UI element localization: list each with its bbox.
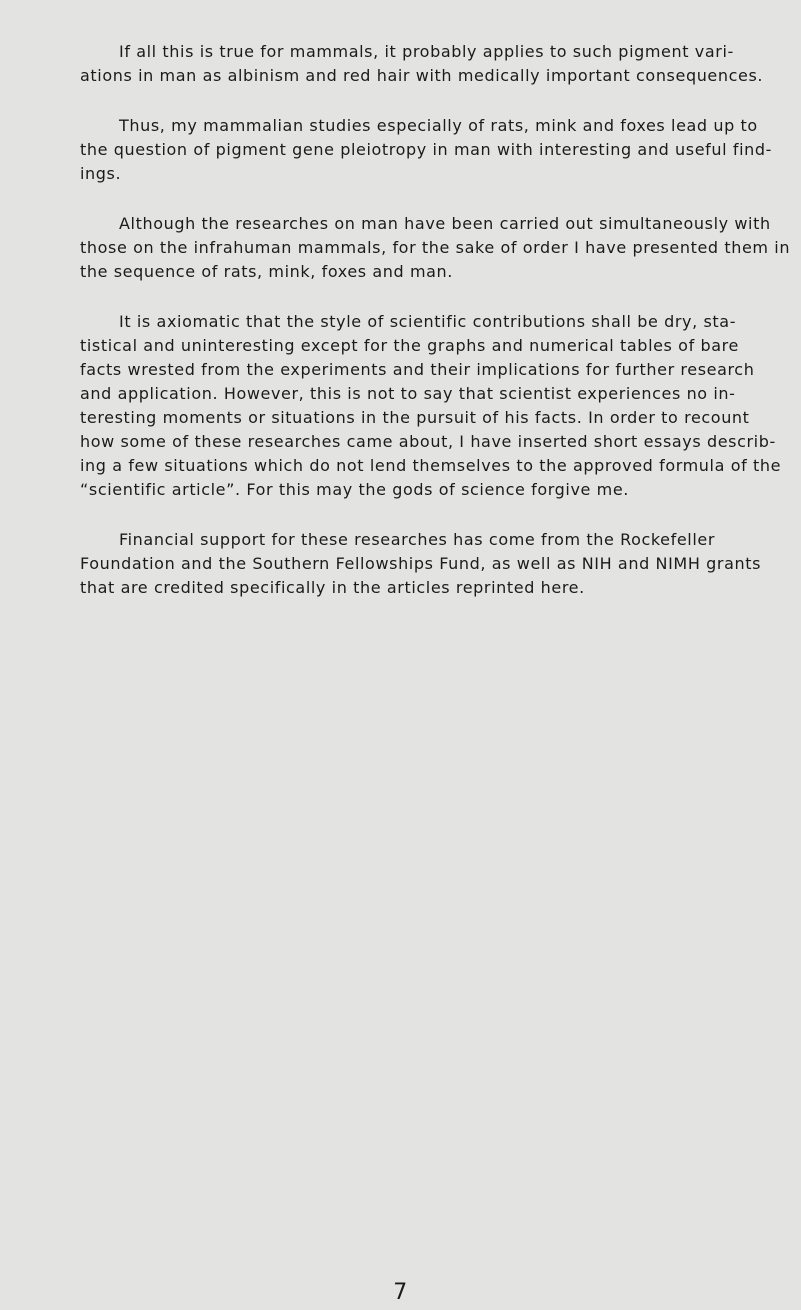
paragraph-order-of-presentation	[80, 212, 791, 284]
text-line: Thus, my mammalian studies especially of rats, mink and foxes lead up to	[119, 116, 758, 135]
text-line: If all this is true for mammals, it probably applies to such pigment vari-	[119, 42, 734, 61]
paragraph-pigment-variations	[80, 40, 778, 88]
body-text	[80, 40, 791, 626]
text-line: Financial support for these researches has come from the Rockefeller	[119, 530, 716, 549]
text-line: Although the researches on man have been carried out simultaneously with	[119, 214, 771, 233]
text-line: “scientific article”. For this may the gods of science forgive me.	[80, 480, 629, 499]
paragraph-financial-support	[80, 528, 778, 600]
text-line: ings.	[80, 164, 122, 183]
text-line: those on the infrahuman mammals, for the sake of order I have presented them in	[80, 238, 791, 257]
paragraph-mammalian-studies	[80, 114, 778, 186]
paragraph-scientific-style	[80, 310, 782, 502]
text-line: Foundation and the Southern Fellowships Fund, as well as NIH and NIMH grants	[80, 554, 762, 573]
text-line: It is axiomatic that the style of scientific contributions shall be dry, sta-	[119, 312, 737, 331]
page-number: 7	[393, 1280, 408, 1305]
text-line: the question of pigment gene pleiotropy in man with interesting and useful find-	[80, 140, 772, 159]
text-line: ing a few situations which do not lend themselves to the approved formula of the	[80, 456, 782, 475]
text-line: the sequence of rats, mink, foxes and man.	[80, 262, 453, 281]
text-line: that are credited specifically in the articles reprinted here.	[80, 578, 585, 597]
text-line: how some of these researches came about, I have inserted short essays describ-	[80, 432, 776, 451]
text-line: and application. However, this is not to say that scientist experiences no in-	[80, 384, 736, 403]
text-line: facts wrested from the experiments and their implications for further research	[80, 360, 755, 379]
text-line: tistical and uninteresting except for the graphs and numerical tables of bare	[80, 336, 739, 355]
text-line: ations in man as albinism and red hair with medically important consequences.	[80, 66, 764, 85]
text-line: teresting moments or situations in the pursuit of his facts. In order to recount	[80, 408, 750, 427]
